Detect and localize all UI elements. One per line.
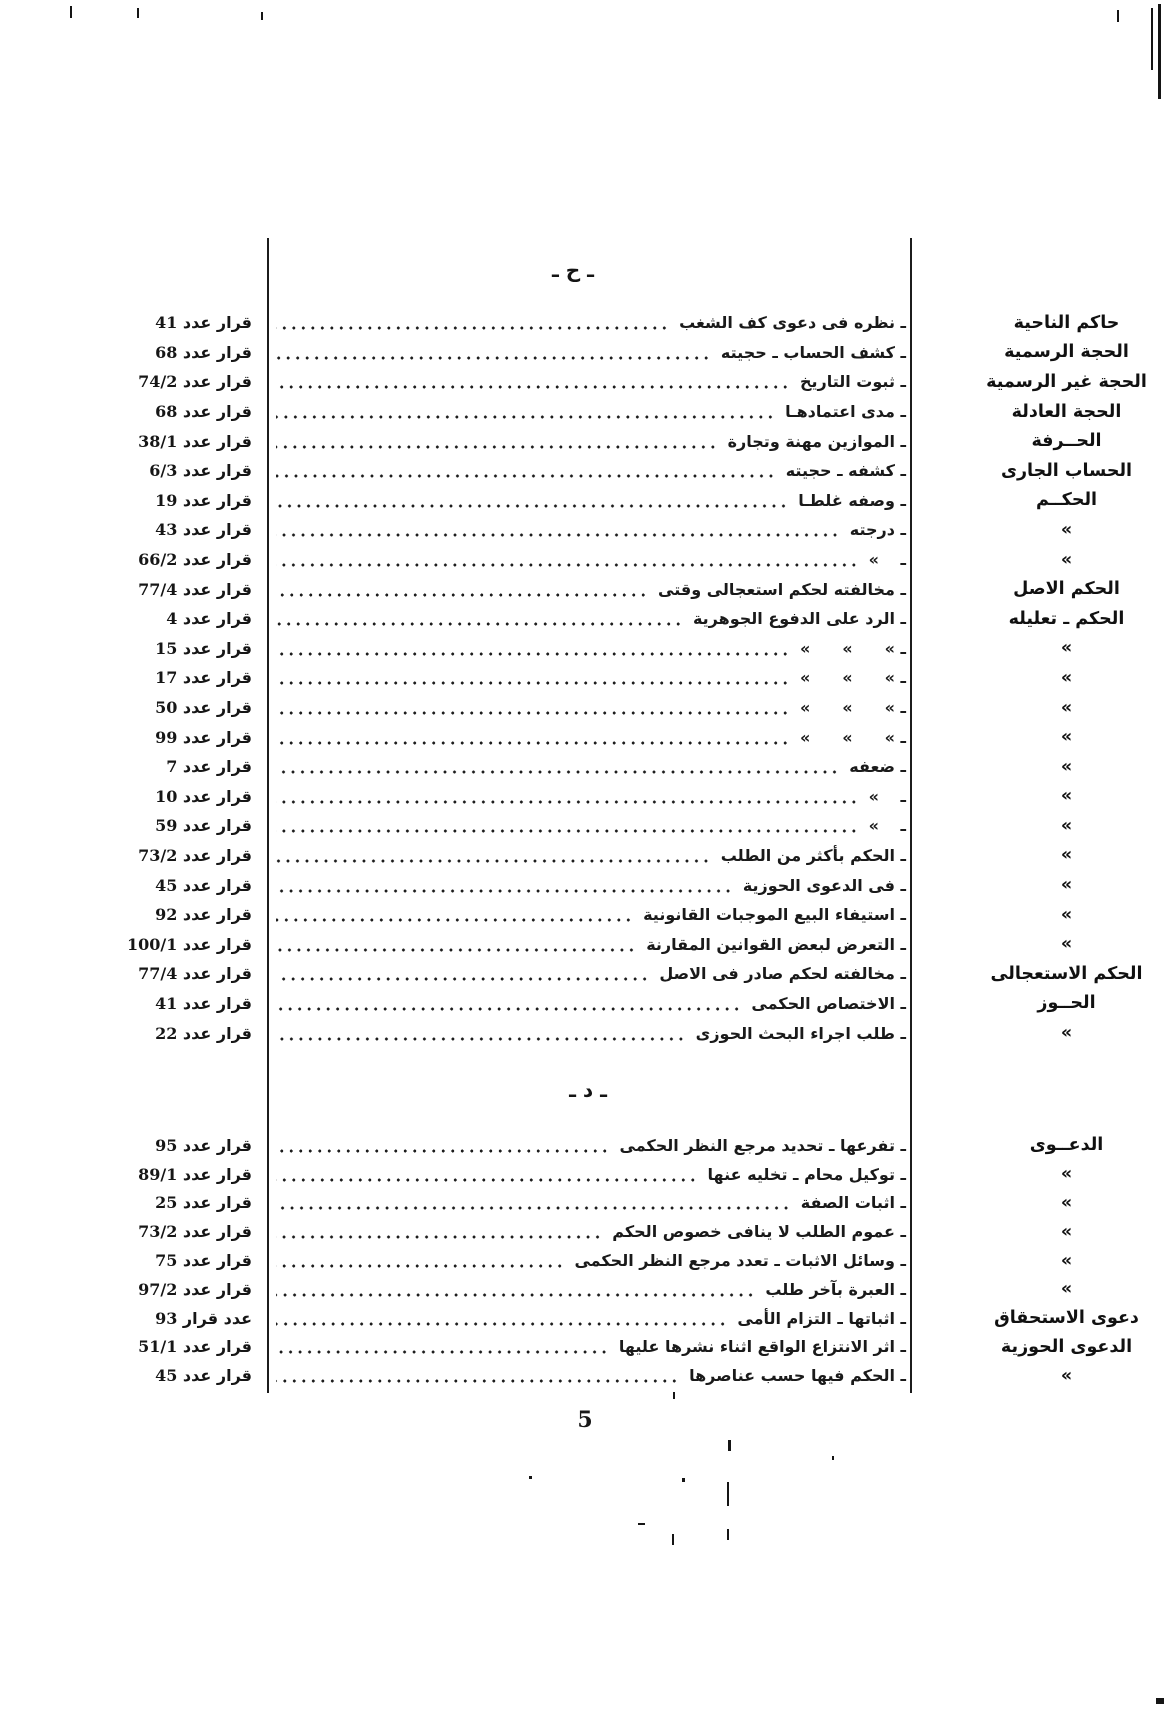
dotted-leader [276,711,790,715]
dotted-leader [276,563,859,567]
decision-ref: قرار عدد 68 [155,402,252,422]
section-dal-rows [0,1131,1170,1390]
entry [262,1337,911,1356]
category-label: » [1060,519,1073,540]
category-label: الحكم الاستعجالى [990,963,1143,984]
entry [262,757,911,776]
category-label: الحــرفة [1031,431,1102,452]
entry [262,313,911,332]
category-label: » [1060,549,1073,570]
category-label: » [1060,1365,1073,1386]
category-label: » [1060,845,1073,866]
category-label: » [1060,1279,1073,1300]
category-label: » [1060,638,1073,659]
scan-artifact [1158,4,1161,99]
entry [262,1222,911,1241]
category-label: » [1060,875,1073,896]
dotted-leader [276,1206,791,1210]
decision-ref: قرار عدد 75 [155,1251,252,1271]
entry [262,461,911,480]
index-row [0,782,1170,812]
entry-text: ـ وصفه غلطـا [798,490,906,510]
section-header-ha: ـ ح ـ [551,258,594,282]
entry [262,787,911,806]
dotted-leader [276,1149,610,1153]
decision-ref: قرار عدد 99 [155,727,252,747]
decision-ref: قرار عدد 68 [155,342,252,362]
dotted-leader [276,800,859,804]
dotted-leader [276,1293,755,1297]
entry [262,432,911,451]
index-row [0,308,1170,338]
scan-artifact [261,12,263,20]
entry-text: ـ » [868,786,906,806]
decision-ref: قرار عدد 77/4 [138,579,252,599]
entry [262,550,911,569]
decision-ref: قرار عدد 66/2 [138,550,252,570]
dotted-leader [276,948,636,952]
entry-text: ـ طلب اجراء البحث الحوزى [695,1023,906,1043]
entry [262,1165,911,1184]
dotted-leader [276,1007,741,1011]
index-row [0,929,1170,959]
scan-artifact [682,1478,685,1482]
index-row [0,1018,1170,1048]
category-label: » [1060,697,1073,718]
index-row [0,634,1170,664]
dotted-leader [276,977,649,981]
decision-ref: قرار عدد 51/1 [138,1337,252,1357]
dotted-leader [276,415,775,419]
index-row [0,515,1170,545]
index-row [0,722,1170,752]
category-label: » [1060,934,1073,955]
dotted-leader [276,652,790,656]
entry-text: ـ فى الدعوى الحوزية [742,875,906,895]
entry [262,668,911,687]
entry-text: ـ مدى اعتمادهـا [785,402,906,422]
category-label: الحــوز [1037,993,1096,1014]
entry-text: ـ تفرعها ـ تحديد مرجع النظر الحكمى [619,1135,906,1155]
index-row [0,1275,1170,1304]
decision-ref: قرار عدد 6/3 [149,461,252,481]
index-row [0,1246,1170,1275]
decision-ref: قرار عدد 77/4 [138,964,252,984]
index-row [0,663,1170,693]
entry-text: ـ اثباتها ـ التزام الأمى [737,1308,906,1328]
decision-ref: قرار عدد 43 [155,520,252,540]
scan-artifact [529,1476,532,1479]
dotted-leader [276,859,711,863]
index-row [0,693,1170,723]
decision-ref: قرار عدد 45 [155,1366,252,1386]
decision-ref: عدد قرار 93 [155,1308,252,1328]
entry-text: ـ » » » [799,668,906,688]
index-row [0,900,1170,930]
index-row [0,426,1170,456]
entry-text: ـ اثبات الصفة [800,1193,906,1213]
decision-ref: قرار عدد 7 [166,757,252,777]
entry-text: ـ » » » [799,727,906,747]
entry-text: ـ ثبوت التاريخ [799,372,906,392]
entry [262,580,911,599]
category-label: الدعوى الحوزية [1000,1336,1133,1357]
index-row [0,1304,1170,1333]
entry-text: ـ الموازين مهنة وتجارة [727,431,906,451]
category-label: » [1060,1023,1073,1044]
entry [262,1309,911,1328]
category-label: الحكم الاصل [1013,579,1120,600]
index-row [0,1361,1170,1390]
index-row [0,811,1170,841]
dotted-leader [276,1037,686,1041]
dotted-leader [276,533,840,537]
entry [262,994,911,1013]
category-label: دعوى الاستحقاق [994,1308,1139,1329]
decision-ref: قرار عدد 41 [155,993,252,1013]
entry [262,491,911,510]
scan-artifact [672,1534,674,1545]
entry-text: ـ » » » [799,698,906,718]
dotted-leader [276,918,633,922]
scan-artifact [1151,8,1153,70]
index-row [0,959,1170,989]
entry-text: ـ مخالفته لحكم صادر فى الاصل [659,964,906,984]
dotted-leader [276,1379,679,1383]
dotted-leader [276,829,859,833]
category-label: » [1060,1164,1073,1185]
decision-ref: قرار عدد 4 [166,609,252,629]
entry [262,698,911,717]
scan-artifact [727,1529,729,1540]
category-label: الحجة غير الرسمية [986,371,1147,392]
decision-ref: قرار عدد 41 [155,313,252,333]
scan-artifact [137,8,139,18]
scan-artifact [70,6,72,18]
scan-artifact [727,1482,729,1506]
category-label: » [1060,1192,1073,1213]
entry [262,876,911,895]
category-label: الحجة العادلة [1011,401,1122,422]
dotted-leader [276,622,683,626]
decision-ref: قرار عدد 95 [155,1135,252,1155]
index-row [0,870,1170,900]
category-label: » [1060,904,1073,925]
dotted-leader [276,504,788,508]
section-ha-rows [0,308,1170,1048]
entry-text: ـ العبرة بآخر طلب [765,1279,906,1299]
index-row [0,604,1170,634]
dotted-leader [276,1264,564,1268]
index-row [0,989,1170,1019]
entry-text: ـ الاختصاص الحكمى [751,993,906,1013]
index-row [0,486,1170,516]
entry [262,520,911,539]
category-label: » [1060,1250,1073,1271]
decision-ref: قرار عدد 73/2 [138,845,252,865]
decision-ref: قرار عدد 89/1 [138,1164,252,1184]
dotted-leader [276,474,776,478]
entry [262,816,911,835]
dotted-leader [276,1235,602,1239]
entry [262,402,911,421]
entry-text: ـ ضعفه [849,757,906,777]
index-row [0,574,1170,604]
entry [262,343,911,362]
dotted-leader [276,889,733,893]
decision-ref: قرار عدد 59 [155,816,252,836]
dotted-leader [276,385,790,389]
dotted-leader [276,1322,727,1326]
section-header-dal: ـ د ـ [569,1078,607,1102]
dotted-leader [276,770,839,774]
dotted-leader [276,681,790,685]
entry-text: ـ استيفاء البيع الموجبات القانونية [643,905,906,925]
dotted-leader [276,445,718,449]
category-label: » [1060,815,1073,836]
scan-artifact [1156,1698,1164,1704]
category-label: الحساب الجارى [1000,460,1133,481]
dotted-leader [276,326,669,330]
category-label: حاكم الناحية [1013,312,1120,333]
decision-ref: قرار عدد 100/1 [126,934,252,954]
decision-ref: قرار عدد 73/2 [138,1222,252,1242]
entry [262,1251,911,1270]
decision-ref: قرار عدد 45 [155,875,252,895]
entry-text: ـ الحكم فيها حسب عناصرها [689,1366,906,1386]
decision-ref: قرار عدد 19 [155,490,252,510]
index-row [0,1131,1170,1160]
entry [262,905,911,924]
entry-text: ـ التعرض لبعض القوانين المقارنة [646,934,906,954]
index-row [0,456,1170,486]
decision-ref: قرار عدد 15 [155,638,252,658]
category-label: » [1060,786,1073,807]
decision-ref: قرار عدد 74/2 [138,372,252,392]
category-label: الحكم ـ تعليله [1008,608,1125,629]
index-row [0,367,1170,397]
entry-text: ـ توكيل محام ـ تخليه عنها [707,1164,906,1184]
entry-text: ـ » » » [799,638,906,658]
category-label: » [1060,727,1073,748]
entry-text: ـ درجته [849,520,906,540]
entry [262,639,911,658]
entry-text: ـ وسائل الاثبات ـ تعدد مرجع النظر الحكمى [574,1251,906,1271]
index-row [0,841,1170,871]
category-label: الحجة الرسمية [1004,342,1129,363]
category-label: » [1060,756,1073,777]
scan-artifact [1117,10,1119,22]
decision-ref: قرار عدد 97/2 [138,1279,252,1299]
dotted-leader [276,1178,698,1182]
dotted-leader [276,593,648,597]
entry-text: ـ الحكم بأكثر من الطلب [720,845,906,865]
scan-artifact [728,1440,731,1451]
entry-text: ـ كشف الحساب ـ حجيته [720,342,906,362]
entry [262,964,911,983]
decision-ref: قرار عدد 25 [155,1193,252,1213]
entry [262,846,911,865]
index-row [0,1160,1170,1189]
category-label: الحكــم [1035,490,1098,511]
page-number: 5 [577,1407,593,1433]
dotted-leader [276,1350,609,1354]
entry-text: ـ الرد على الدفوع الجوهرية [692,609,906,629]
entry-text: ـ نظره فى دعوى كف الشغب [679,313,906,333]
entry-text: ـ كشفه ـ حجيته [785,461,906,481]
decision-ref: قرار عدد 22 [155,1023,252,1043]
index-row [0,1189,1170,1218]
entry [262,935,911,954]
entry [262,728,911,747]
category-label: الدعــوى [1029,1135,1104,1156]
entry [262,1136,911,1155]
scan-artifact [638,1523,645,1525]
entry [262,1024,911,1043]
scan-artifact [673,1392,675,1399]
decision-ref: قرار عدد 38/1 [138,431,252,451]
scan-artifact [832,1456,834,1460]
entry-text: ـ عموم الطلب لا ينافى خصوص الحكم [612,1222,906,1242]
index-row [0,397,1170,427]
category-label: » [1060,667,1073,688]
decision-ref: قرار عدد 50 [155,698,252,718]
decision-ref: قرار عدد 92 [155,905,252,925]
index-row [0,752,1170,782]
entry-text: ـ مخالفته لحكم استعجالى وقتى [658,579,906,599]
category-label: » [1060,1221,1073,1242]
entry-text: ـ اثر الانتزاع الواقع اثناء نشرها عليها [618,1337,906,1357]
entry [262,1280,911,1299]
index-row [0,545,1170,575]
entry [262,609,911,628]
entry-text: ـ » [868,550,906,570]
entry [262,1193,911,1212]
dotted-leader [276,356,711,360]
index-row [0,1217,1170,1246]
index-row [0,1333,1170,1362]
dotted-leader [276,741,790,745]
entry [262,1366,911,1385]
entry [262,372,911,391]
entry-text: ـ » [868,816,906,836]
decision-ref: قرار عدد 10 [155,786,252,806]
index-row [0,338,1170,368]
decision-ref: قرار عدد 17 [155,668,252,688]
